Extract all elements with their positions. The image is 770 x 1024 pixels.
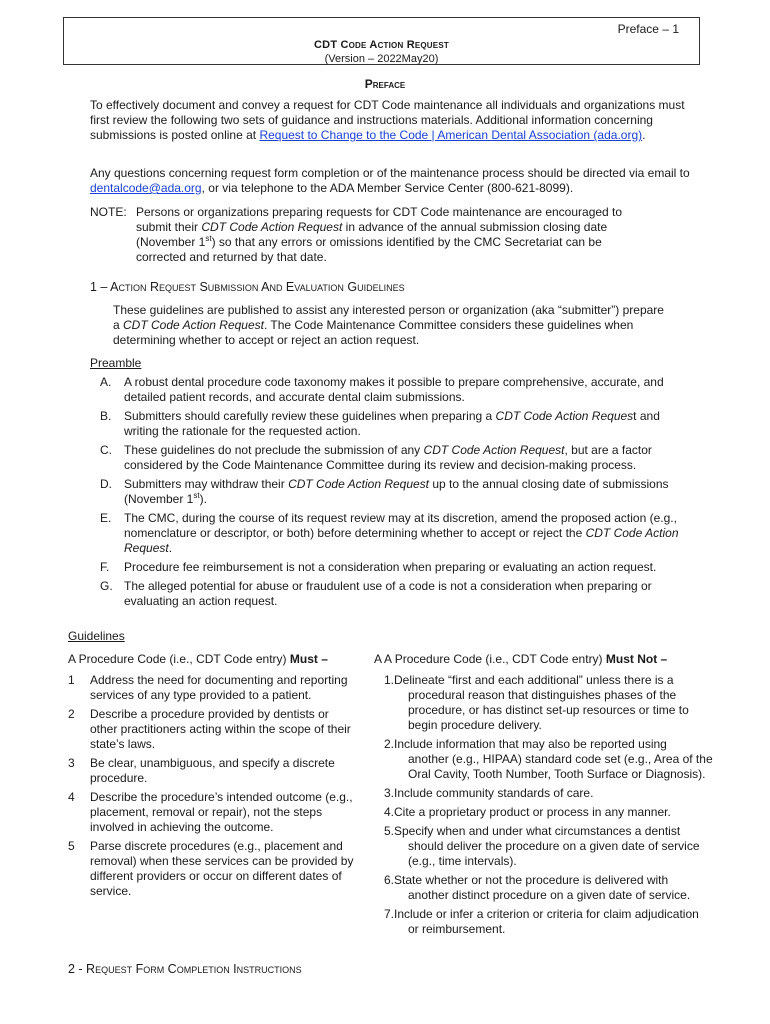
must-not-item-first-line: 5.Specify when and under what circumstances a dentist xyxy=(384,824,681,838)
note-text: Persons or organizations preparing requests for CDT Code maintenance are encouraged to submit their CDT Code Action Request in advance of the annual submission closing date (November 1st) so that any errors or omissions identified by the CMC Secretariat can be corrected and returned by that date. xyxy=(136,205,623,264)
preamble-letter: F. xyxy=(100,560,110,574)
preamble-letter: C. xyxy=(100,443,112,457)
preamble-text: Procedure fee reimbursement is not a consideration when preparing or evaluating an action request. xyxy=(124,560,657,574)
must-item-number: 1 xyxy=(68,673,75,687)
must-item xyxy=(68,673,358,703)
preamble-item xyxy=(100,560,690,575)
section-1-intro: These guidelines are published to assist any interested person or organization (aka “submitter”) prepare a CDT Code Action Request. The Code Maintenance Committee considers these guidelines when determining whether to accept or reject an action request. xyxy=(113,303,664,347)
must-item-text: Address the need for documenting and reporting services of any type provided to a patient. xyxy=(90,673,348,702)
must-not-item xyxy=(374,873,719,903)
must-not-item xyxy=(374,673,719,733)
preamble-item xyxy=(100,511,690,556)
document-version: (Version – 2022May20) xyxy=(324,53,439,65)
preamble-text: Submitters should carefully review these guidelines when preparing a CDT Code Action Request and writing the rationale for the requested action. xyxy=(124,409,660,438)
preamble-letter: E. xyxy=(100,511,112,525)
preamble-letter: D. xyxy=(100,477,112,491)
must-item xyxy=(68,839,358,899)
must-not-item xyxy=(374,824,719,869)
must-not-item-continuation: another distinct procedure on a given date of service. xyxy=(408,888,691,902)
must-not-item-continuation: or reimbursement. xyxy=(408,922,506,936)
must-column xyxy=(68,652,358,903)
must-item-number: 4 xyxy=(68,790,75,804)
preamble-text: The CMC, during the course of its request review may at its discretion, amend the proposed action (e.g., nomenclature or descriptor, or both) before determining whether to accept or reject the CDT Code Action Request. xyxy=(124,511,679,555)
preamble-item xyxy=(100,477,690,507)
email-link[interactable]: dentalcode@ada.org xyxy=(90,181,202,195)
must-not-list xyxy=(374,673,719,937)
preamble-text: These guidelines do not preclude the submission of any CDT Code Action Request, but are a factor considered by the Code Maintenance Committee during its review and decision-making process. xyxy=(124,443,652,472)
preface-heading: Preface xyxy=(364,77,406,91)
must-item-text: Parse discrete procedures (e.g., placement and removal) when these services can be provided by different providers or occur on different dates of service. xyxy=(90,839,354,898)
preamble-item xyxy=(100,579,690,609)
preamble-item xyxy=(100,375,690,405)
preamble-heading: Preamble xyxy=(90,356,142,370)
must-not-item-continuation: should deliver the procedure on a given date of service (e.g., time intervals). xyxy=(408,839,700,868)
must-not-item xyxy=(374,907,719,937)
must-not-item-first-line: 6.State whether or not the procedure is delivered with xyxy=(384,873,669,887)
section-2-heading: 2 - Request Form Completion Instructions xyxy=(68,962,302,976)
preamble-letter: A. xyxy=(100,375,112,389)
preamble-letter: G. xyxy=(100,579,113,593)
must-not-item-first-line: 3.Include community standards of care. xyxy=(384,786,594,800)
must-not-item xyxy=(374,786,719,801)
must-list xyxy=(68,673,358,899)
must-not-column xyxy=(374,652,719,941)
preamble-list xyxy=(100,375,690,613)
must-item-number: 2 xyxy=(68,707,75,721)
must-not-item-first-line: 2.Include information that may also be reported using xyxy=(384,737,667,751)
page-number: Preface – 1 xyxy=(617,22,679,36)
ada-request-link[interactable]: Request to Change to the Code | American Dental Association (ada.org) xyxy=(259,128,643,142)
preamble-letter: B. xyxy=(100,409,112,423)
must-not-item-first-line: 1.Delineate “first and each additional” unless there is a xyxy=(384,673,674,687)
section-1-heading: 1 – Action Request Submission And Evaluation Guidelines xyxy=(90,280,405,294)
must-item-number: 5 xyxy=(68,839,75,853)
preamble-text: The alleged potential for abuse or fraudulent use of a code is not a consideration when preparing or evaluating an action request. xyxy=(124,579,652,608)
must-item xyxy=(68,756,358,786)
must-not-item-continuation: procedural reason that distinguishes phases of the procedure, or has distinct set-up resources or time to begin procedure delivery. xyxy=(408,688,689,732)
header-box xyxy=(63,17,700,65)
note-label: NOTE: xyxy=(90,205,127,219)
must-not-item-continuation: another (e.g., HIPAA) standard code set (e.g., Area of the Oral Cavity, Tooth Number, Tooth Surface or Diagnosis). xyxy=(408,752,713,781)
guidelines-heading: Guidelines xyxy=(68,629,125,643)
must-item-text: Describe the procedure’s intended outcome (e.g., placement, removal or repair), not the steps involved in achieving the outcome. xyxy=(90,790,353,834)
must-not-item xyxy=(374,805,719,820)
must-item xyxy=(68,707,358,752)
preface-paragraph-2: Any questions concerning request form completion or of the maintenance process should be directed via email to dentalcode@ada.org, or via telephone to the ADA Member Service Center (800-621-8099). xyxy=(90,166,690,195)
must-heading: A Procedure Code (i.e., CDT Code entry) Must – xyxy=(68,652,328,666)
preamble-item xyxy=(100,409,690,439)
must-not-item-first-line: 7.Include or infer a criterion or criteria for claim adjudication xyxy=(384,907,699,921)
preamble-item xyxy=(100,443,690,473)
must-item-number: 3 xyxy=(68,756,75,770)
must-not-heading: A A Procedure Code (i.e., CDT Code entry) Must Not – xyxy=(374,652,668,666)
must-item-text: Be clear, unambiguous, and specify a discrete procedure. xyxy=(90,756,335,785)
preamble-text: A robust dental procedure code taxonomy makes it possible to prepare comprehensive, accurate, and detailed patient records, and accurate dental claim submissions. xyxy=(124,375,664,404)
must-item-text: Describe a procedure provided by dentists or other practitioners acting within the scope of their state’s laws. xyxy=(90,707,351,751)
must-not-item xyxy=(374,737,719,782)
preface-paragraph-1: To effectively document and convey a request for CDT Code maintenance all individuals and organizations must first review the following two sets of guidance and instructions materials. Additional information concerning submissions is posted online at Request to Change to the Code | American Dental Association (ada.org). xyxy=(90,98,685,142)
must-not-item-first-line: 4.Cite a proprietary product or process in any manner. xyxy=(384,805,671,819)
must-item xyxy=(68,790,358,835)
document-title: CDT Code Action Request xyxy=(314,39,449,51)
preamble-text: Submitters may withdraw their CDT Code Action Request up to the annual closing date of submissions (November 1st). xyxy=(124,477,669,506)
